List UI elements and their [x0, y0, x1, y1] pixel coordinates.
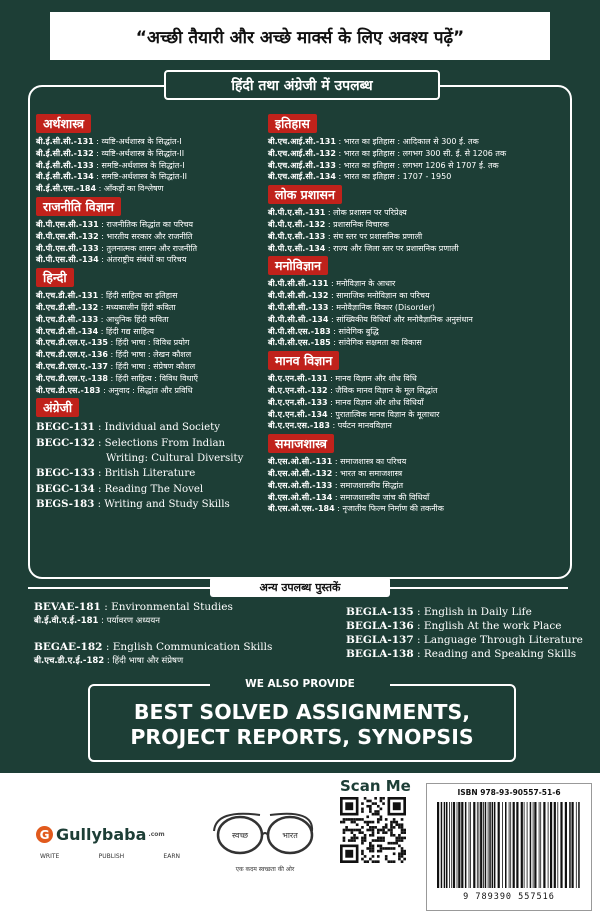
course-entry	[36, 420, 268, 436]
section-heading: हिन्दी	[36, 268, 74, 287]
course-entry	[268, 302, 578, 314]
logo-suffix: .com	[148, 831, 165, 838]
section-heading: समाजशास्त्र	[268, 434, 334, 453]
course-name: : हिंदी साहित्य : विविध विधाएँ	[110, 373, 198, 383]
other-book-entry	[34, 614, 314, 628]
subject-section	[36, 266, 268, 396]
course-name: : राजनीतिक सिद्धांत का परिचय	[101, 219, 194, 229]
barcode-number: 9 789390 557516	[463, 892, 555, 902]
course-name: : हिंदी साहित्य का इतिहास	[100, 291, 178, 301]
course-entry	[36, 466, 268, 482]
section-heading: राजनीति विज्ञान	[36, 197, 121, 216]
other-book-entry	[346, 633, 586, 647]
course-entry	[268, 409, 578, 421]
course-code: बी.पी.सी.सी.-132	[268, 291, 329, 301]
other-book-entry	[34, 600, 314, 614]
course-entry	[268, 492, 578, 504]
other-books-left	[34, 600, 314, 668]
course-name: : पर्यटन मानवविज्ञान	[332, 421, 392, 431]
course-code: बी.एस.ओ.एस.-184	[268, 504, 335, 514]
course-code: बी.एस.ओ.सी.-134	[268, 492, 333, 502]
course-name: : समष्टि-अर्थशास्त्र के सिद्धांत-II	[96, 172, 187, 182]
course-entry	[36, 160, 268, 172]
course-name: : Selections From Indian	[97, 437, 226, 449]
course-entry	[268, 385, 578, 397]
swachh-left-text: स्वच्छ	[231, 831, 249, 840]
tag-write: WRITE	[40, 853, 60, 860]
course-entry	[268, 207, 578, 219]
subject-section	[268, 254, 578, 349]
course-name: : अंतराष्ट्रीय संबंधों का परिचय	[101, 255, 187, 265]
course-entry	[36, 243, 268, 255]
barcode-bars	[435, 802, 583, 888]
course-entry	[36, 349, 268, 361]
course-name: : जैविक मानव विज्ञान के मूल सिद्धांत	[330, 385, 438, 395]
other-book-entry	[346, 647, 586, 661]
course-name: : सांवेगिक बुद्धि	[333, 326, 379, 336]
swachh-bharat-glasses-icon	[210, 801, 320, 861]
course-name: : तुलनात्मक शासन और राजनीति	[101, 243, 198, 253]
course-code: बी.एस.ओ.सी.-133	[268, 480, 333, 490]
book-code: बी.ई.वी.ए.ई.-181	[34, 616, 99, 626]
section-heading: अंग्रेजी	[36, 398, 79, 417]
course-entry	[36, 254, 268, 266]
course-code: BEGC-134	[36, 482, 95, 495]
book-name: : English At the work Place	[417, 620, 562, 632]
course-code: बी.एच.डी.एल.ए.-137	[36, 361, 108, 371]
course-name: : नृजातीय फिल्म निर्माण की तकनीक	[337, 504, 444, 514]
course-name: : सांख्यिकीय विधियाँ और मनोवैज्ञानिक अनुसंधान	[330, 314, 473, 324]
course-entry	[36, 290, 268, 302]
right-column	[268, 112, 578, 515]
course-entry	[36, 302, 268, 314]
course-code: बी.पी.एस.सी.-132	[36, 231, 99, 241]
course-name: : समष्टि-अर्थशास्त्र के सिद्धांत-I	[96, 160, 185, 170]
course-code: बी.एच.डी.एल.ए.-136	[36, 350, 108, 360]
course-entry	[36, 231, 268, 243]
course-entry	[36, 373, 268, 385]
course-name: : व्यष्टि-अर्थशास्त्र के सिद्धांत-II	[96, 148, 185, 158]
course-code: बी.ई.सी.सी.-132	[36, 148, 94, 158]
course-code: बी.पी.सी.एस.-183	[268, 326, 331, 336]
course-code: बी.एस.ओ.सी.-132	[268, 468, 333, 478]
course-name: : समाजशास्त्रीय जांच की विधियाँ	[334, 492, 430, 502]
other-book-entry	[34, 640, 314, 654]
course-entry	[36, 171, 268, 183]
book-code: BEVAE-181	[34, 601, 101, 613]
other-books-label: अन्य उपलब्ध पुस्तकें	[210, 577, 390, 597]
section-heading: अर्थशास्त्र	[36, 114, 91, 133]
provide-line-1: BEST SOLVED ASSIGNMENTS,	[133, 700, 471, 724]
book-code: BEGLA-137	[346, 634, 414, 646]
course-code: बी.ए.एन.सी.-131	[268, 374, 328, 384]
course-entry	[268, 420, 578, 432]
tag-publish: PUBLISH	[98, 853, 125, 860]
course-name: : Individual and Society	[97, 422, 220, 434]
course-entry	[268, 326, 578, 338]
course-name: : आधुनिक हिंदी कविता	[100, 314, 169, 324]
course-name: : हिंदी भाषा : संप्रेषण कौशल	[110, 361, 196, 371]
book-name: : Language Through Literature	[417, 634, 583, 646]
course-name: : समाजशास्त्रीय सिद्धांत	[334, 480, 404, 490]
logo-name: Gullybaba	[56, 825, 147, 844]
course-code: BEGC-132	[36, 436, 95, 449]
course-code: बी.ए.एन.सी.-132	[268, 385, 328, 395]
subject-section	[36, 112, 268, 195]
course-name: : लोक प्रशासन पर परिप्रेक्ष्य	[327, 208, 407, 218]
other-book-entry	[346, 619, 586, 633]
book-code: BEGLA-138	[346, 648, 414, 660]
gullybaba-logo	[36, 825, 165, 844]
course-name: : हिंदी भाषा : लेखन कौशल	[110, 350, 192, 360]
left-column	[36, 112, 268, 513]
course-code: बी.एच.डी.एल.ए.-135	[36, 338, 108, 348]
book-code: BEGAE-182	[34, 641, 103, 653]
course-code: BEGS-183	[36, 498, 95, 511]
book-name: : English Communication Skills	[105, 641, 273, 653]
scan-me-label: Scan Me	[340, 777, 411, 795]
course-entry	[268, 219, 578, 231]
course-name: : आँकड़ों का विश्लेषण	[98, 184, 164, 194]
course-name: : मनोवैज्ञानिक विकार (Disorder)	[330, 302, 436, 312]
course-entry	[36, 183, 268, 195]
course-code: बी.ए.एन.एस.-183	[268, 421, 330, 431]
other-book-entry	[346, 605, 586, 619]
course-name: : प्रशासनिक विचारक	[327, 219, 389, 229]
course-entry	[36, 385, 268, 397]
course-name: : मानव विज्ञान और शोध विधियाँ	[330, 397, 424, 407]
course-entry	[268, 171, 578, 183]
course-code: बी.एच.डी.सी.-134	[36, 326, 99, 336]
course-entry	[36, 148, 268, 160]
other-book-entry	[34, 654, 314, 668]
book-name: : Environmental Studies	[104, 601, 233, 613]
course-entry	[36, 314, 268, 326]
section-heading: मनोविज्ञान	[268, 256, 328, 275]
course-entry	[36, 361, 268, 373]
course-code: बी.ई.सी.सी.-133	[36, 160, 94, 170]
course-entry	[36, 337, 268, 349]
provide-line-2: PROJECT REPORTS, SYNOPSIS	[130, 725, 474, 749]
isbn-text: ISBN 978-93-90557-51-6	[457, 788, 561, 797]
course-name: : भारत का इतिहास : आदिकाल से 300 ई. तक	[338, 137, 479, 146]
course-code: बी.एच.डी.सी.-132	[36, 302, 99, 312]
course-name: : भारत का समाजशास्त्र	[334, 468, 403, 478]
subject-section	[268, 432, 578, 515]
section-heading: मानव विज्ञान	[268, 351, 339, 370]
swachh-caption: एक कदम स्वच्छता की ओर	[235, 866, 295, 873]
availability-label: हिंदी तथा अंग्रेजी में उपलब्ध	[164, 70, 440, 100]
logo-g-icon: G	[36, 826, 53, 843]
course-name: : भारत का इतिहास : लगभग 1206 से 1707 ई. तक	[338, 160, 499, 170]
provide-label: WE ALSO PROVIDE	[210, 675, 390, 693]
course-entry	[36, 326, 268, 338]
course-entry	[36, 482, 268, 498]
subject-section	[268, 112, 578, 183]
course-code: बी.एच.आई.सी.-131	[268, 137, 336, 146]
subject-section	[268, 349, 578, 432]
course-name: : हिंदी भाषा : विविध प्रयोग	[110, 338, 190, 348]
course-code: बी.ए.एन.सी.-134	[268, 409, 328, 419]
course-entry	[268, 397, 578, 409]
course-entry	[268, 314, 578, 326]
course-entry	[268, 468, 578, 480]
course-entry	[268, 337, 578, 349]
course-entry	[268, 243, 578, 255]
course-name: : व्यष्टि-अर्थशास्त्र के सिद्धांत-I	[96, 137, 182, 146]
course-code: बी.पी.ए.सी.-134	[268, 243, 326, 253]
course-code: बी.पी.ए.सी.-133	[268, 231, 326, 241]
course-entry	[268, 136, 578, 148]
subject-section	[36, 195, 268, 266]
book-name: : पर्यावरण अध्ययन	[101, 616, 160, 626]
course-name: : संघ स्तर पर प्रशासनिक प्रणाली	[327, 231, 423, 241]
course-entry	[36, 136, 268, 148]
course-name: : भारत का इतिहास : लगभग 300 सी. ई. से 1206 तक	[338, 148, 507, 158]
course-code: BEGC-133	[36, 467, 95, 480]
course-entry	[268, 373, 578, 385]
subject-section	[36, 396, 268, 513]
other-books-right	[346, 605, 586, 661]
course-code: बी.ई.सी.सी.-134	[36, 172, 94, 182]
book-name: : हिंदी भाषा और संप्रेषण	[106, 656, 184, 666]
book-name: : English in Daily Life	[417, 606, 532, 618]
tag-earn: EARN	[163, 853, 180, 860]
course-entry	[268, 148, 578, 160]
course-code: बी.एच.आई.सी.-132	[268, 148, 336, 158]
book-name: : Reading and Speaking Skills	[417, 648, 577, 660]
course-entry	[36, 436, 268, 466]
course-code: बी.पी.ए.सी.-132	[268, 219, 326, 229]
course-entry	[268, 278, 578, 290]
footer	[0, 773, 600, 921]
course-entry	[268, 231, 578, 243]
course-code: बी.पी.एस.सी.-134	[36, 255, 99, 265]
isbn-barcode	[426, 783, 592, 911]
course-name: : हिंदी गद्य साहित्य	[100, 326, 154, 336]
course-code: बी.पी.एस.सी.-133	[36, 243, 99, 253]
book-code: BEGLA-135	[346, 606, 414, 618]
course-name: : Writing and Study Skills	[97, 499, 230, 511]
course-name: : मानव विज्ञान और शोध विधि	[330, 374, 417, 384]
provide-text	[88, 700, 516, 750]
course-name: : अनुवाद : सिद्धांत और प्रविधि	[103, 385, 193, 395]
course-code: बी.पी.सी.सी.-134	[268, 314, 329, 324]
section-heading: इतिहास	[268, 114, 317, 133]
course-code: BEGC-131	[36, 421, 95, 434]
course-code: बी.एच.डी.सी.-131	[36, 291, 99, 301]
course-code: बी.पी.ए.सी.-131	[268, 208, 326, 218]
course-name: : सांवेगिक सक्षमता का विकास	[333, 338, 422, 348]
course-code: बी.पी.सी.एस.-185	[268, 338, 331, 348]
course-entry	[268, 503, 578, 515]
course-entry	[268, 160, 578, 172]
course-name: : पुरातात्विक मानव विज्ञान के मूलाधार	[330, 409, 440, 419]
course-code: बी.एस.ओ.सी.-131	[268, 457, 333, 467]
course-name: : भारतीय सरकार और राजनीति	[101, 231, 193, 241]
course-name: : समाजशास्त्र का परिचय	[334, 457, 407, 467]
course-code: बी.एच.डी.सी.-133	[36, 314, 99, 324]
qr-code[interactable]	[340, 797, 406, 863]
course-code: बी.पी.सी.सी.-133	[268, 302, 329, 312]
logo-tags	[40, 853, 180, 860]
course-name: : British Literature	[97, 468, 196, 480]
course-code: बी.पी.सी.सी.-131	[268, 279, 329, 289]
course-code: बी.एच.डी.एल.ए.-138	[36, 373, 108, 383]
course-name: : मनोविज्ञान के आधार	[330, 279, 396, 289]
section-heading: लोक प्रशासन	[268, 185, 342, 204]
top-banner: “अच्छी तैयारी और अच्छे मार्क्स के लिए अवश्य पढ़ें”	[50, 12, 550, 60]
course-entry	[268, 480, 578, 492]
course-name: : मध्यकालीन हिंदी कविता	[100, 302, 176, 312]
course-entry	[268, 456, 578, 468]
course-entry	[268, 290, 578, 302]
course-entry	[36, 219, 268, 231]
course-code: बी.ई.सी.सी.-131	[36, 137, 94, 146]
course-code: बी.ए.एन.सी.-133	[268, 397, 328, 407]
course-code: बी.एच.आई.सी.-134	[268, 172, 336, 182]
course-code: बी.एच.आई.सी.-133	[268, 160, 336, 170]
course-name-cont: Writing: Cultural Diversity	[106, 452, 244, 464]
course-code: बी.एच.डी.एस.-183	[36, 385, 101, 395]
subject-section	[268, 183, 578, 254]
course-entry	[36, 497, 268, 513]
course-code: बी.ई.सी.एस.-184	[36, 184, 97, 194]
course-name: : Reading The Novel	[97, 483, 204, 495]
book-code: बी.एच.डी.ए.ई.-182	[34, 656, 105, 666]
book-code: BEGLA-136	[346, 620, 414, 632]
course-name: : राज्य और जिला स्तर पर प्रशासनिक प्रणाली	[327, 243, 459, 253]
swachh-right-text: भारत	[282, 831, 298, 840]
course-name: : भारत का इतिहास : 1707 - 1950	[338, 172, 452, 182]
course-code: बी.पी.एस.सी.-131	[36, 219, 99, 229]
course-name: : सामाजिक मनोविज्ञान का परिचय	[330, 291, 430, 301]
